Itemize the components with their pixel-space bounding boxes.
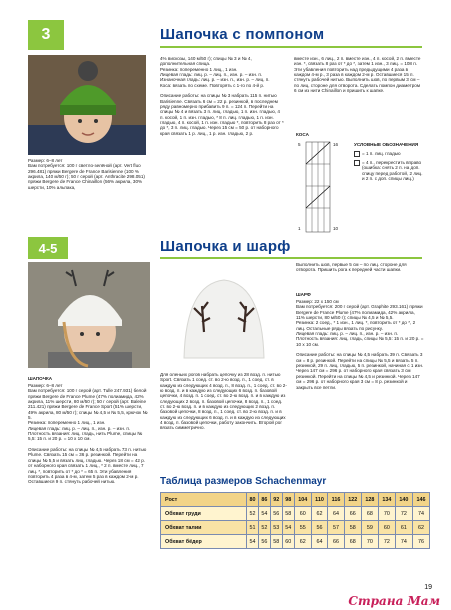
title-underline [160, 46, 422, 48]
size-table [160, 492, 430, 549]
table-cell: 74 [395, 535, 412, 549]
size-header-cell: 122 [344, 493, 361, 507]
table-cell: 56 [258, 535, 270, 549]
legend-item-1: = 1 п. лиц. гладью [362, 151, 401, 156]
size-header-cell: 128 [361, 493, 378, 507]
table-cell: 70 [361, 535, 378, 549]
table-cell: 52 [258, 521, 270, 535]
size-table-header-row [161, 493, 430, 507]
size-header-cell: 134 [378, 493, 395, 507]
table-cell: 66 [344, 507, 361, 521]
hat-pompom-column-3: вместе изн., 6 лиц., 2 п. вместе изн., 4 п. косой, 2 п. вместе изн. *, связать 8 раз от * до *, затем 1 изн., 3 лиц. = 108 п. Эти убавления повторить над предыдущими 4 раза в каждом 4-м р., 3 раза в каждом 2-м р. Оставшиеся 15 п. стянуть рабочей нитью. Выполнить шов, по первым 3 см – по лиц. стороне для отворота. Сделать помпон диаметром 6 см из нити Chinaillon и пришить к шапке. [294, 56, 421, 94]
size-table-row [161, 521, 430, 535]
size-header-cell: 92 [270, 493, 282, 507]
size-header-cell: 98 [282, 493, 294, 507]
hat-antlers-column-2: Для оленьих рогов набрать цепочку из 28 возд. п. нитью Sport. Связать 1 соед. ст. во 2-ю возд. п., 1 соед. ст. в каждую из следующих 4 возд. п., 8 возд. п., 1 соед. ст. во 2-ю возд. п. и в каждую из следующих 6 возд. п. базовой цепочки, 4 возд. п. 1 соед. ст. во 2-ю возд. п. и в каждую из следующих 2 возд. п. базовой цепочки, 8 возд. п., 1 соед. ст. во 2-ю возд. п. и в каждую из следующих 2 возд. п. базовой цепочки, 8 возд. п., 1 соед. ст. во 2-ю возд. п. и в каждую из следующих 6 возд. п. и в каждую из следующих 4 возд. п. базовой цепочки, работу закончить. Второй рог вязать симметрично. [160, 372, 287, 431]
table-cell: 68 [344, 535, 361, 549]
table-cell: 58 [282, 507, 294, 521]
size-header-label: Рост [161, 493, 247, 507]
table-cell: 59 [361, 521, 378, 535]
table-cell: 64 [328, 507, 345, 521]
cable-chart [296, 140, 340, 234]
scarf-text: Размер: 22 х 150 см Вам потребуется: 200 г серой (арт. Graphite 293.161) пряжи Bergere de France Plume (47% полиамида, 42% акрила, 11% шерсти, 80 м/50 г); спицы № 4,5 и № 5,5. Резинка: 2 соед., * 1 изн., 1 лиц. *, повторить от * до *, 2 лиц. Остальные ряды вязать по рисунку. Лицевая гладь: лиц. р. – лиц. п., изн. р. – изн. п. Плотность вязания: лиц. гладь, спицы № 5,5: 15 п. и 20 р. = 10 х 10 см. Описание работы: на спицы № 4,5 набрать 39 п. Связать 3 см = 8 р. резинкой. Перейти на спицы № 5,5 и вязать 5 п. резинкой, 29 п. лиц. гладью, 5 п. резинкой, начиная с 1 изн. Через 147 см = 296 р. от наборного края связать 3 см резинкой. Перейти на спицы № 4,5 и резинкой. Через 147 см = 296 р. от наборного края 3 см = 8 р. резинкой и закрыть все петли. [296, 299, 424, 390]
table-cell: 51 [247, 521, 259, 535]
legend-title: УСЛОВНЫЕ ОБОЗНАЧЕНИЯ [354, 142, 419, 147]
table-cell: 56 [270, 507, 282, 521]
size-header-cell: 80 [247, 493, 259, 507]
table-cell: 76 [412, 535, 429, 549]
table-cell: 53 [270, 521, 282, 535]
table-cell: 54 [247, 535, 259, 549]
photo-hat-with-antlers [160, 262, 288, 366]
chart-row-label-bottom: 10 [333, 226, 339, 231]
table-cell: 55 [294, 521, 311, 535]
table-cell: 72 [378, 535, 395, 549]
section-title-hat-scarf: Шапочка и шарф [160, 238, 291, 255]
table-cell: 58 [270, 535, 282, 549]
title-underline-2 [160, 257, 422, 259]
photo-boy-green-hat [28, 55, 146, 155]
size-header-cell: 116 [328, 493, 345, 507]
size-header-cell: 146 [412, 493, 429, 507]
table-cell: 62 [412, 521, 429, 535]
size-table-title: Таблица размеров Schachenmayr [160, 476, 327, 487]
chart-row-label-bottom-right: 1 [298, 226, 301, 231]
table-cell: 58 [344, 521, 361, 535]
table-cell: 56 [311, 521, 328, 535]
hat-antlers-info: Размер: 6–8 лет Вам потребуется: 100 г серой (арт. Tulle 247.931) белой пряжи Bergere de France Plume (47% полиамида, 42% акрила, 11% шерсти, 80 м/50 г); 50 г серой (арт. Baleine 211.421) пряжи Bergere de France Sport (51% шерсти, 49% акрила, 80 м/50 г); спицы № 4,5 и № 5,5, крючок № 5. Резинка: попеременно 1 лиц., 1 изн. Лицевая гладь: лиц. р. – лиц. п., изн. р. – изн. п. Плотность вязания: лиц. гладь, нить Plume, спицы № 5,5: 15 п. и 20 р. = 10 х 10 см. Описание работы: на спицы № 4,5 набрать 73 п. нитью Plume. Связать 15 см = 36 р. резинкой. Перейти на спицы № 5,5 и вязать лиц. гладью. Через 18 см = 42 р. от наборного края связать 1 лиц., * 2 п. вместе лиц., 7 лиц. *, повторить от * до * = 65 п. Эти убавления повторить 4 раза в 4-м, затем 5 раз в каждом 2-м р. Оставшиеся 9 п. стянуть рабочей нитью. [28, 383, 148, 485]
table-cell: 60 [294, 507, 311, 521]
table-cell: 66 [328, 535, 345, 549]
cable-chart-title: КОСА [296, 132, 309, 137]
table-cell: 57 [328, 521, 345, 535]
hat-pompom-info-text: Размер: 6–8 лет Вам потребуется: 100 г светло-зелёной (арт. Vert fluo 296.481) пряжи Bergere de France Barisienne (100 % акрила, 140 м/50 г); 50 г серой (арт. Anthracite 298.051) пряжи Bergere de France Chinaillon (56% акрила, 30% шерсти, 10% альпака, [28, 158, 145, 190]
size-header-cell: 140 [395, 493, 412, 507]
legend-item-2: = 4 п., перекрестить вправо (ошибка: снять 2 п. на доп. спицу перед работой, 2 лиц. и 2 п. с доп. спицы лиц.) [362, 160, 423, 182]
legend-swatch-cable [354, 160, 360, 166]
table-cell: 70 [378, 507, 395, 521]
hat-antlers-title: ШАПОЧКА [28, 376, 53, 381]
table-cell: 60 [378, 521, 395, 535]
legend-swatch-plain [354, 151, 360, 157]
section-number-badge-2: 4-5 [28, 237, 68, 259]
chart-row-label-top: 16 [333, 142, 339, 147]
table-cell: 60 [282, 535, 294, 549]
watermark: Страна Мам [348, 594, 440, 608]
section-title-hat-pompom: Шапочка с помпоном [160, 26, 325, 43]
table-cell: 54 [282, 521, 294, 535]
hat-pompom-column-2: 4% вискозы, 140 м/50 г); спицы № 3 и № 4, дополнительная спица. Резинка: попеременно 1 лиц., 1 изн. Лицевая гладь: лиц. р. – лиц. п., изн. р. – изн. п. Изнаночная гладь: лиц. р. – изн. п., изн. р. – лиц. п. Коса: вязать по схеме. Повторять с 1-го по 4-й р. Описание работы: на спицы № 3 набрать 115 п. нитью Barisienne. Связать 6 см = 22 р. резинкой, в последнем ряду равномерно прибавить 9 п. = 124 п. Перейти на спицы № 4 и вязать 3 п. лиц. гладью, 1 п. изн. гладью, 4 п. косой, 1 п. изн. гладью, * 8 п. лиц. гладью, 1 п. изн. гладью, 4 п. косой, 1 п. изн. гладью *, повторить 8 раз от * до *, 3 п. лиц. гладью. Через 15 см = 50 р. от наборного края связать 1 р. лиц., 1 р. изн. гладью, 2 р. [160, 56, 284, 136]
size-header-cell: 86 [258, 493, 270, 507]
chart-row-label-top-right: 5 [298, 142, 301, 147]
table-cell: 52 [247, 507, 259, 521]
scarf-title: ШАРФ [296, 292, 311, 297]
scarf-column-3-intro: Выполнить шов, первые 5 см – по лиц. стороне для отворота. Пришить рога к передней части шапки. [296, 262, 407, 273]
table-cell: 54 [258, 507, 270, 521]
photo-girl-white-hat [28, 262, 150, 368]
table-cell: 62 [311, 507, 328, 521]
size-header-cell: 104 [294, 493, 311, 507]
size-header-cell: 110 [311, 493, 328, 507]
size-table-row [161, 507, 430, 521]
row-label-chest: Обхват груди [161, 507, 247, 521]
table-cell: 61 [395, 521, 412, 535]
section-number-badge: 3 [28, 20, 64, 50]
table-cell: 64 [311, 535, 328, 549]
table-cell: 72 [395, 507, 412, 521]
table-cell: 68 [361, 507, 378, 521]
table-cell: 62 [294, 535, 311, 549]
row-label-hips: Обхват бёдер [161, 535, 247, 549]
table-cell: 74 [412, 507, 429, 521]
row-label-waist: Обхват талии [161, 521, 247, 535]
page-number: 19 [424, 584, 432, 591]
size-table-row [161, 535, 430, 549]
